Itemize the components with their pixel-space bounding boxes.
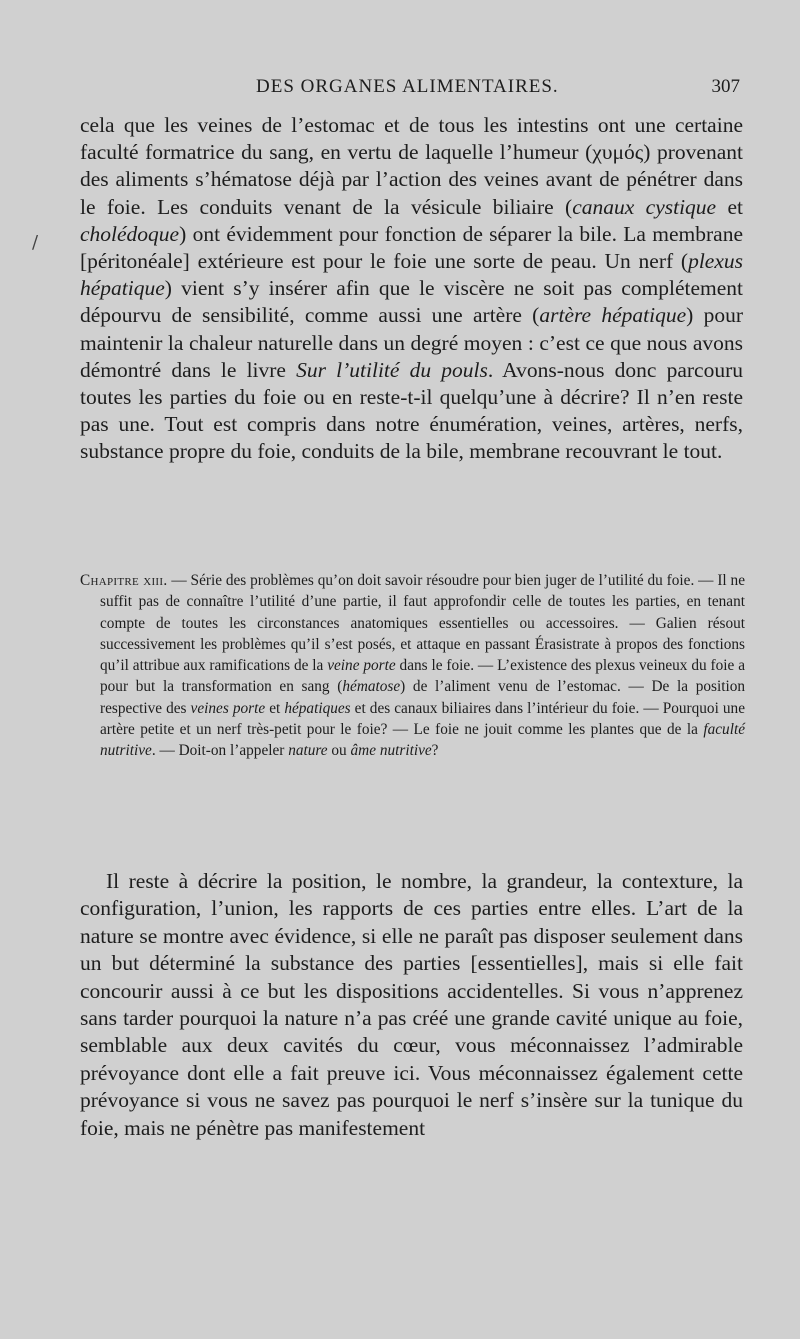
- chapter-summary: Chapitre xiii. — Série des problèmes qu’on doit savoir résoudre pour bien juger de l’utilité du foie. — Il ne suffit pas de connaître l’utilité d’une partie, il faut approfondir celle de toutes les parties, en tenant compte de toutes les circonstances anatomiques essentielles ou accessoires. — Galien résout successivement les problèmes qu’il s’est posés, et attaque en passant Érasistrate à propos des fonctions qu’il attribue aux ramifications de la veine porte dans le foie. — L’existence des plexus veineux du foie a pour but la transformation en sang (hématose) de l’aliment venu de l’estomac. — De la position respective des veines porte et hépatiques et des canaux biliaires dans l’intérieur du foie. — Pourquoi une artère petite et un nerf très-petit pour le foie? — Le foie ne jouit comme les plantes que de la faculté nutritive. — Doit-on l’appeler nature ou âme nutritive?: [80, 572, 746, 760]
- paragraph-liver-parts: cela que les veines de l’estomac et de tous les intestins ont une certaine faculté formatrice du sang, en vertu de laquelle l’humeur (χυμός) provenant des aliments s’hématose déjà par l’action des veines avant de pénétrer dans le foie. Les conduits venant de la vésicule biliaire (canaux cystique et cholédoque) ont évidemment pour fonction de séparer la bile. La membrane [péritonéale] extérieure est pour le foie une sorte de peau. Un nerf (plexus hépatique) vient s’y insérer afin que le viscère ne soit pas complétement dépourvu de sensibilité, comme aussi une artère (artère hépatique) pour maintenir la chaleur naturelle dans un degré moyen : c’est ce que nous avons démontré dans le livre Sur l’utilité du pouls. Avons-nous donc parcouru toutes les parties du foie ou en reste-t-il quelqu’une à décrire? Il n’en reste pas une. Tout est compris dans notre énumération, veines, artères, nerfs, substance propre du foie, conduits de la bile, membrane recouvrant le tout.: [80, 113, 743, 464]
- paragraph-position-number: Il reste à décrire la position, le nombre, la grandeur, la contexture, la configuration, l’union, les rapports de ces parties entre elles. L’art de la nature se montre avec évidence, si elle ne paraît pas disposer seulement dans un but déterminé la substance des parties [essentielles], mais si elle fait concourir aussi à ce but les dispositions accidentelles. Si vous n’apprenez sans tarder pourquoi la nature n’a pas créé une grande cavité unique au foie, semblable aux deux cavités du cœur, vous méconnaissez l’admirable prévoyance dont elle a fait preuve ici. Vous méconnaissez également cette prévoyance si vous ne savez pas pourquoi le nerf s’insère sur la tunique du foie, mais ne pénètre pas manifestement: [80, 869, 743, 1140]
- margin-mark: /: [32, 232, 39, 253]
- running-header: [80, 76, 740, 102]
- chapter-label: Chapitre xiii.: [80, 572, 168, 589]
- running-title: DES ORGANES ALIMENTAIRES.: [256, 76, 559, 97]
- greek-word: χυμός: [592, 140, 644, 165]
- page-number: 307: [711, 76, 740, 97]
